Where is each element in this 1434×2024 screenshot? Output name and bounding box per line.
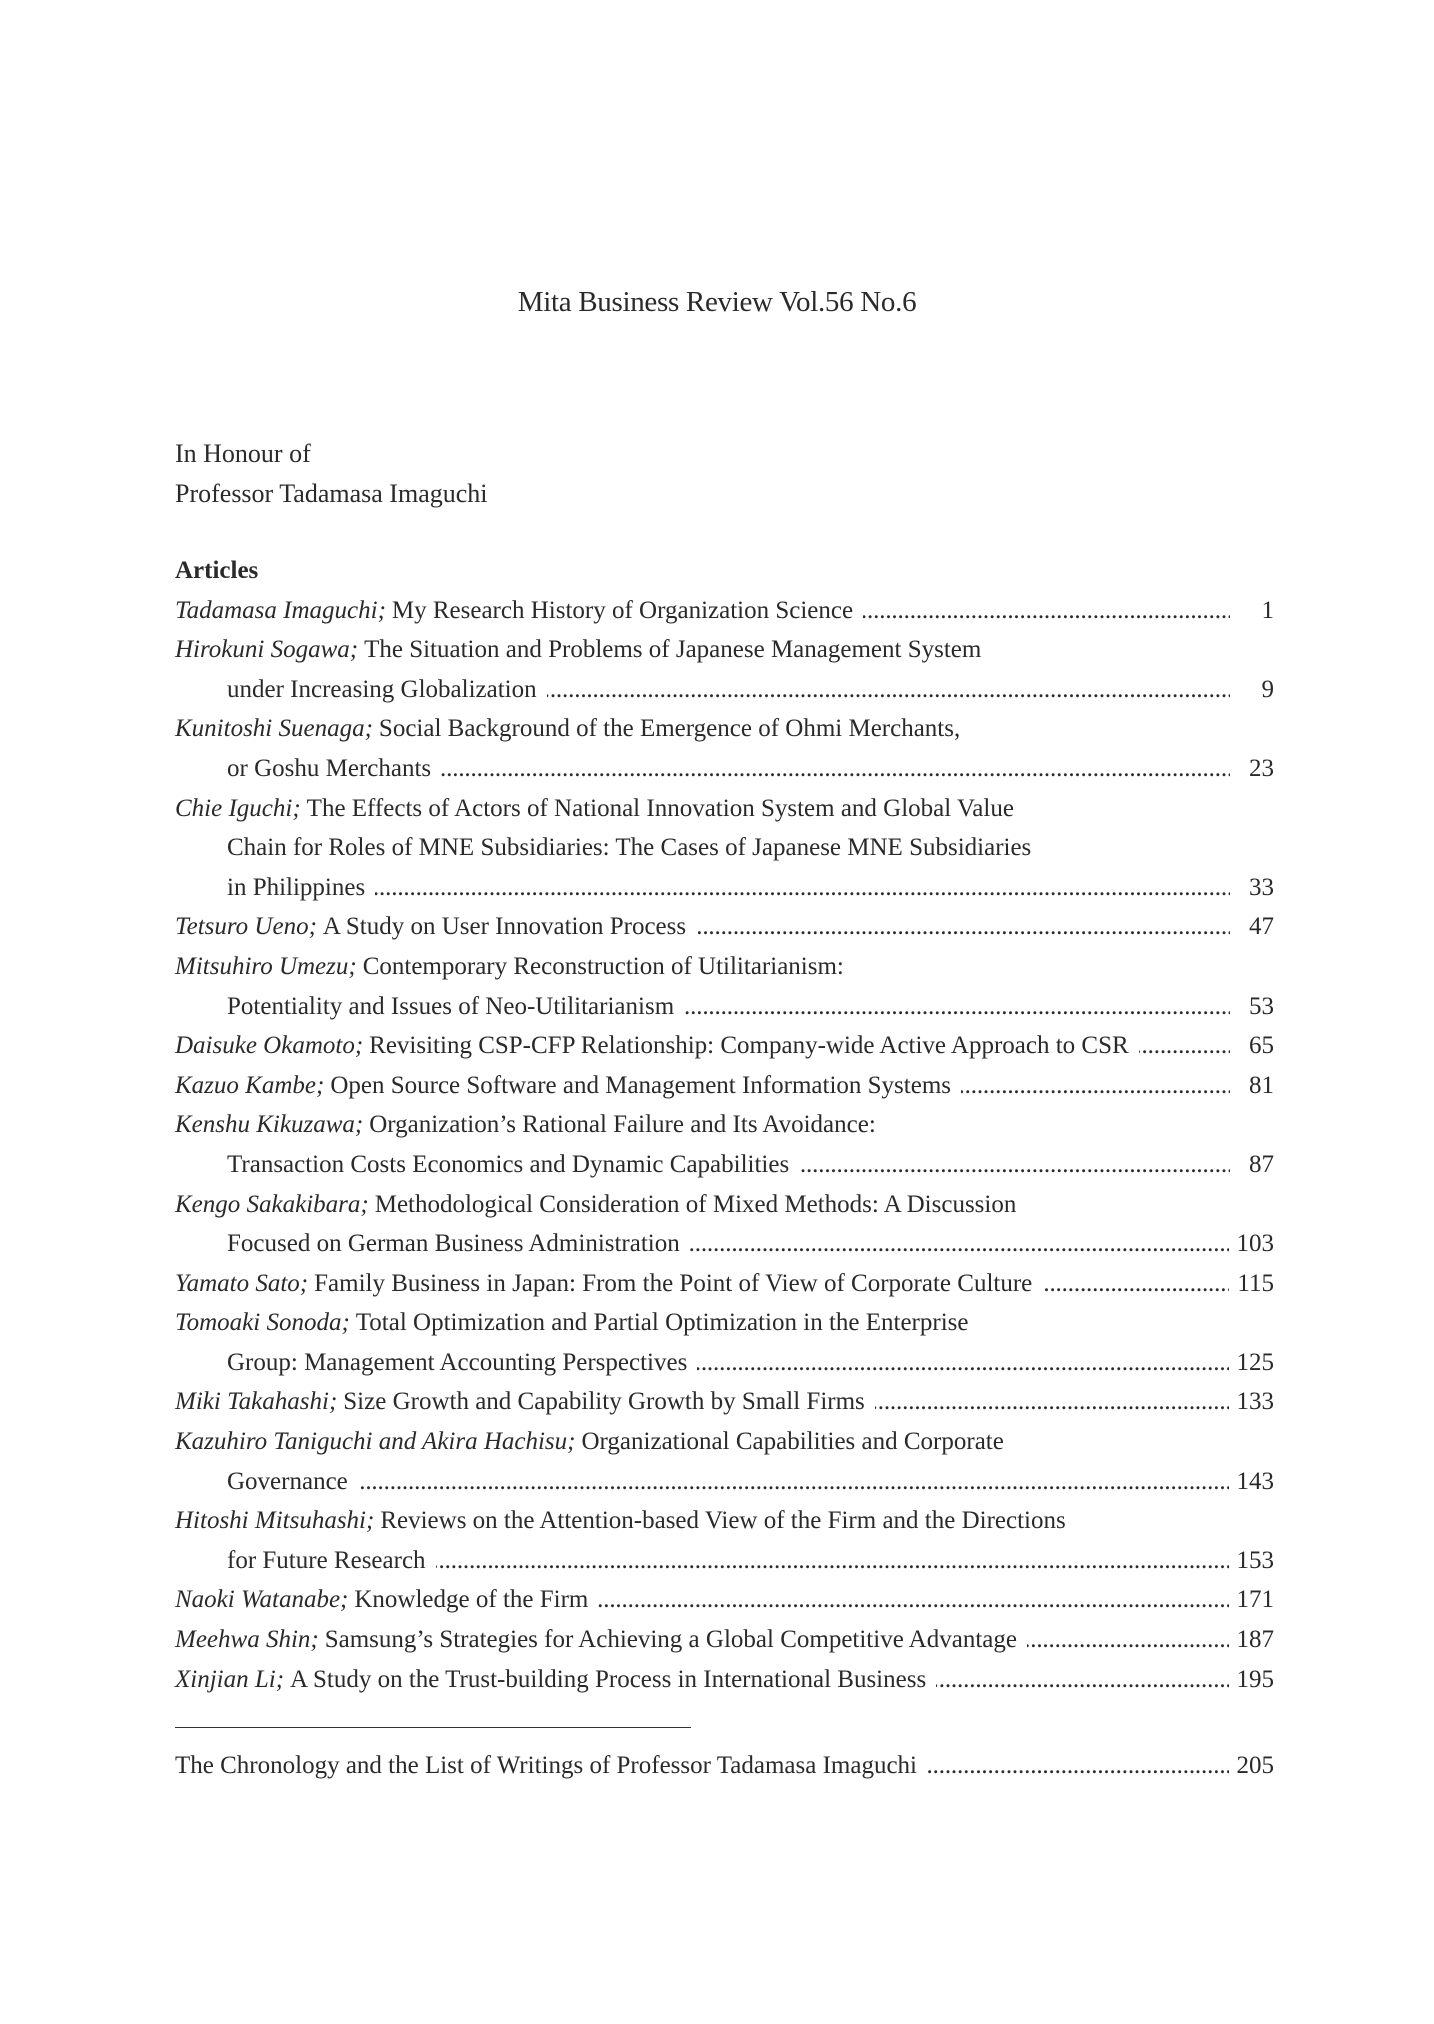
entry-title: Focused on German Business Administration [227, 1230, 680, 1258]
entry-author: Yamato Sato; [175, 1269, 309, 1297]
toc-entry[interactable] [175, 1105, 1274, 1184]
toc-entry-chronology[interactable] [175, 1746, 1274, 1786]
toc-line [175, 947, 1274, 987]
dedication-line: In Honour of [175, 439, 311, 468]
entry-author: Hitoshi Mitsuhashi; [175, 1507, 375, 1535]
page-number: 143 [1236, 1467, 1274, 1495]
toc-entry[interactable] [175, 947, 1274, 1026]
page-number: 133 [1236, 1388, 1274, 1416]
dot-leader [799, 1145, 1230, 1185]
toc-entry[interactable] [175, 1264, 1274, 1304]
toc-line [175, 1501, 1274, 1541]
journal-title: Mita Business Review Vol.56 No.6 [517, 286, 917, 318]
entry-title: The Situation and Problems of Japanese Management System [364, 636, 982, 664]
entry-title: Transaction Costs Economics and Dynamic Capabilities [227, 1150, 790, 1178]
dot-leader [441, 749, 1230, 789]
toc-line [175, 1422, 1274, 1462]
dot-leader [358, 1462, 1229, 1502]
toc-line [175, 1224, 1274, 1264]
entry-author: Hirokuni Sogawa; [175, 636, 359, 664]
page-number: 103 [1236, 1230, 1274, 1258]
toc-line [175, 1026, 1274, 1066]
page-number: 33 [1249, 873, 1274, 901]
toc-line [175, 1264, 1274, 1304]
entry-title: My Research History of Organization Science [391, 596, 854, 624]
entry-title: Revisiting CSP-CFP Relationship: Company-wide Active Approach to CSR [369, 1032, 1129, 1060]
entry-author: Kunitoshi Suenaga; [175, 715, 373, 743]
page-number: 81 [1249, 1071, 1274, 1099]
page-number: 187 [1236, 1626, 1274, 1654]
toc-entry[interactable] [175, 709, 1274, 788]
page-number: 53 [1249, 992, 1274, 1020]
entry-title: Methodological Consideration of Mixed Methods: A Discussion [374, 1190, 1017, 1218]
entry-title: Size Growth and Capability Growth by Small Firms [343, 1388, 865, 1416]
page-number: 65 [1249, 1032, 1274, 1060]
page-number: 23 [1249, 754, 1274, 782]
entry-author: Naoki Watanabe; [175, 1586, 349, 1614]
entry-title: The Effects of Actors of National Innovation System and Global Value [306, 794, 1014, 822]
toc-line [175, 1343, 1274, 1383]
page-number: 153 [1236, 1546, 1274, 1574]
toc-entry[interactable] [175, 1501, 1274, 1580]
toc-line [175, 670, 1274, 710]
page-number: 47 [1249, 913, 1274, 941]
dot-leader [436, 1541, 1229, 1581]
toc-line [175, 749, 1274, 789]
dot-leader [547, 670, 1230, 710]
entry-author: Kazuhiro Taniguchi and Akira Hachisu; [175, 1428, 576, 1456]
entry-author: Tetsuro Ueno; [175, 913, 317, 941]
entry-title: or Goshu Merchants [227, 754, 432, 782]
toc-line [175, 1145, 1274, 1185]
entry-title: for Future Research [227, 1546, 426, 1574]
toc-entry[interactable] [175, 1066, 1274, 1106]
toc-line [175, 907, 1274, 947]
entry-title: Knowledge of the Firm [354, 1586, 589, 1614]
entry-title: Total Optimization and Partial Optimization in the Enterprise [355, 1309, 969, 1337]
entry-author: Tomoaki Sonoda; [175, 1309, 350, 1337]
dot-leader [961, 1066, 1230, 1106]
entry-author: Meehwa Shin; [175, 1626, 319, 1654]
toc-entry[interactable] [175, 591, 1274, 631]
toc-entry[interactable] [175, 1422, 1274, 1501]
dot-leader [696, 907, 1230, 947]
entry-title: Group: Management Accounting Perspectives [227, 1348, 688, 1376]
dot-leader [684, 987, 1230, 1027]
entry-title: in Philippines [227, 873, 366, 901]
entry-title: Chain for Roles of MNE Subsidiaries: The Cases of Japanese MNE Subsidiaries [227, 834, 1032, 862]
toc-entry[interactable] [175, 1303, 1274, 1382]
section-heading: Articles [175, 557, 259, 584]
toc-line [175, 630, 1274, 670]
entry-author: Tadamasa Imaguchi; [175, 596, 386, 624]
entry-author: Kenshu Kikuzawa; [175, 1111, 364, 1139]
page-number: 87 [1249, 1150, 1274, 1178]
entry-title: under Increasing Globalization [227, 675, 537, 703]
page-number: 9 [1261, 675, 1274, 703]
entry-author: Chie Iguchi; [175, 794, 301, 822]
toc-line [175, 1105, 1274, 1145]
entry-title: Organization’s Rational Failure and Its Avoidance: [369, 1111, 876, 1139]
toc-line [175, 591, 1274, 631]
toc-line [175, 828, 1274, 868]
entry-title: Reviews on the Attention-based View of the Firm and the Directions [380, 1507, 1066, 1535]
divider [175, 1727, 691, 1728]
toc-entry[interactable] [175, 907, 1274, 947]
dot-leader [375, 868, 1230, 908]
toc-entry[interactable] [175, 789, 1274, 908]
toc-line [175, 789, 1274, 829]
dot-leader [1027, 1620, 1229, 1660]
toc-line [175, 987, 1274, 1027]
entry-author: Daisuke Okamoto; [175, 1032, 364, 1060]
dot-leader [598, 1580, 1228, 1620]
dot-leader [936, 1660, 1228, 1700]
toc-entry[interactable] [175, 630, 1274, 709]
toc-line [175, 1462, 1274, 1502]
entry-title: The Chronology and the List of Writings of Professor Tadamasa Imaguchi [175, 1752, 918, 1779]
dot-leader [690, 1224, 1229, 1264]
entry-author: Miki Takahashi; [175, 1388, 338, 1416]
entry-title: Governance [227, 1467, 348, 1495]
table-of-contents [175, 551, 1274, 1699]
dedication-line: Professor Tadamasa Imaguchi [175, 479, 488, 508]
entry-title: Family Business in Japan: From the Point of View of Corporate Culture [314, 1269, 1033, 1297]
page-number: 125 [1236, 1348, 1274, 1376]
toc-line [175, 1620, 1274, 1660]
page-number: 171 [1236, 1586, 1274, 1614]
toc-entry[interactable] [175, 1026, 1274, 1066]
entry-author: Mitsuhiro Umezu; [175, 952, 357, 980]
toc-line [175, 1382, 1274, 1422]
toc-line [175, 1303, 1274, 1343]
toc-line [175, 1746, 1274, 1786]
entry-author: Xinjian Li; [175, 1665, 285, 1693]
dot-leader [1139, 1026, 1230, 1066]
entry-title: A Study on User Innovation Process [322, 913, 687, 941]
dot-leader [1042, 1264, 1229, 1304]
toc-entry[interactable] [175, 1620, 1274, 1660]
entry-title: Samsung’s Strategies for Achieving a Global Competitive Advantage [324, 1626, 1017, 1654]
toc-line [175, 868, 1274, 908]
toc-line [175, 1660, 1274, 1700]
entry-title: Open Source Software and Management Information Systems [330, 1071, 951, 1099]
entry-author: Kengo Sakakibara; [175, 1190, 369, 1218]
page-number: 1 [1261, 596, 1274, 624]
entry-author: Kazuo Kambe; [175, 1071, 325, 1099]
dot-leader [697, 1343, 1228, 1383]
toc-line [175, 1541, 1274, 1581]
entry-title: Organizational Capabilities and Corporate [581, 1428, 1004, 1456]
dot-leader [927, 1746, 1228, 1786]
entry-title: Social Background of the Emergence of Ohmi Merchants, [378, 715, 961, 743]
toc-line [175, 709, 1274, 749]
dedication [175, 434, 488, 514]
entry-title: Potentiality and Issues of Neo-Utilitarianism [227, 992, 675, 1020]
toc-entry[interactable] [175, 1185, 1274, 1264]
entry-title: Contemporary Reconstruction of Utilitarianism: [362, 952, 844, 980]
page-number: 195 [1236, 1665, 1274, 1693]
toc-entry[interactable] [175, 1382, 1274, 1422]
toc-entry[interactable] [175, 1580, 1274, 1620]
dot-leader [875, 1382, 1229, 1422]
toc-line [175, 1580, 1274, 1620]
toc-line [175, 1185, 1274, 1225]
page-number: 205 [1236, 1752, 1274, 1779]
toc-entry[interactable] [175, 1660, 1274, 1700]
page-number: 115 [1237, 1269, 1274, 1297]
toc-line [175, 1066, 1274, 1106]
dot-leader [863, 591, 1230, 631]
entry-title: A Study on the Trust-building Process in International Business [290, 1665, 927, 1693]
